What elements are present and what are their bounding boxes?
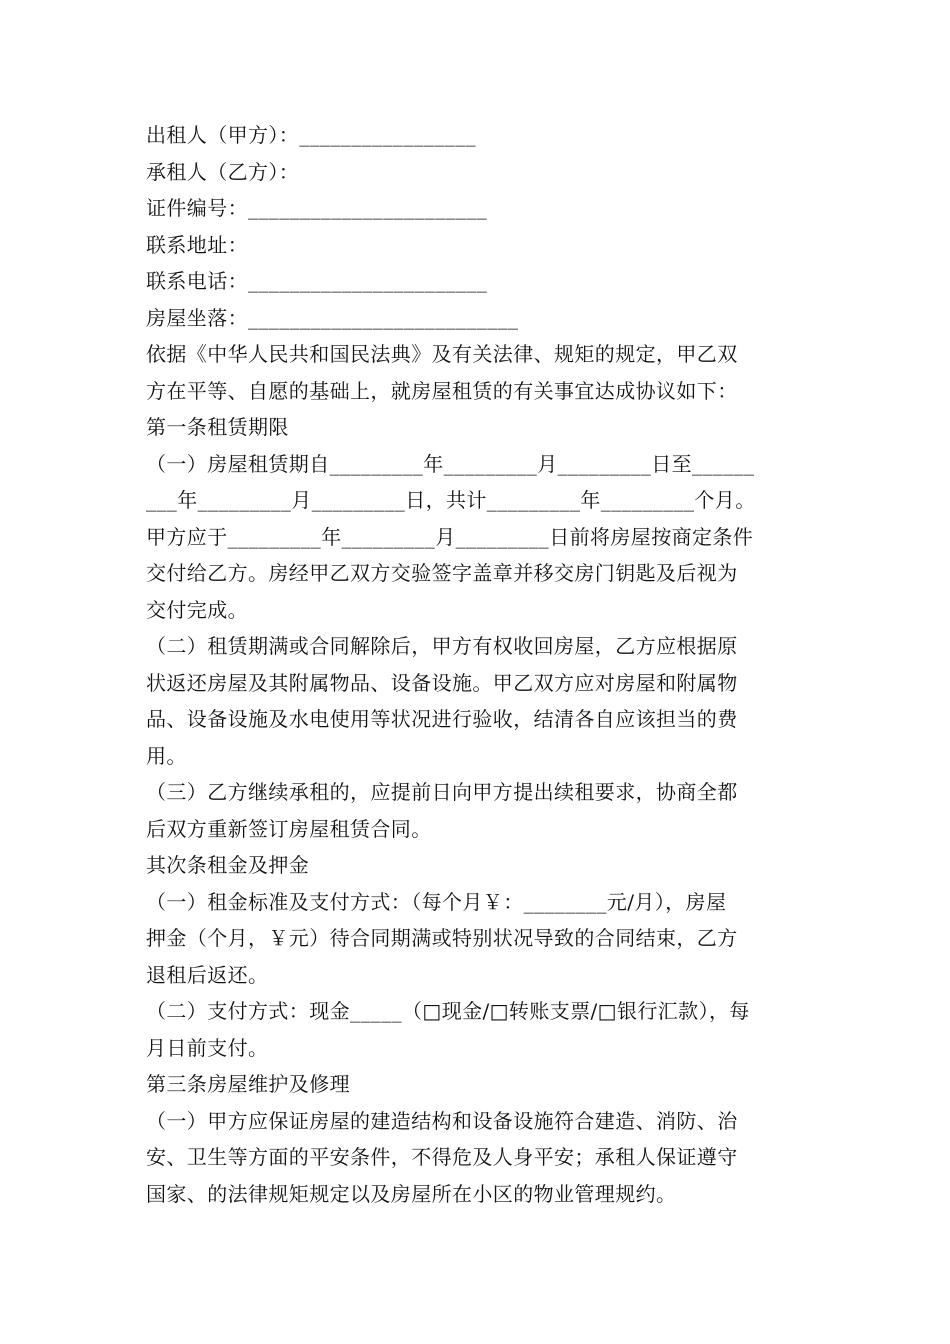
article-3-text: 安、卫生等方面的平安条件，不得危及人身平安；承租人保证遵守 <box>146 1145 738 1169</box>
preamble-line-1: 依据《中华人民共和国民法典》及有关法律、规矩的规定，甲乙双 <box>146 342 738 366</box>
article-2-text: 月日前支付。 <box>146 1035 269 1060</box>
article-3-text: （一）甲方应保证房屋的建造结构和设备设施符合建造、消防、治 <box>146 1108 738 1133</box>
article-3-heading: 第三条房屋维护及修理 <box>146 1072 350 1096</box>
article-1-text: （三）乙方继续承租的，应提前日向甲方提出续租要求，协商全都 <box>146 780 738 804</box>
article-1-text: 品、设备设施及水电使用等状况进行验收，结清各自应该担当的费 <box>146 707 738 731</box>
address-line: 联系地址： <box>146 232 248 257</box>
article-1-text: 状返还房屋及其附属物品、设备设施。甲乙双方应对房屋和附属物 <box>146 670 738 695</box>
lessor-line: 出租人（甲方）：_________________ <box>146 123 476 147</box>
preamble-line-2: 方在平等、自愿的基础上，就房屋租赁的有关事宜达成协议如下： <box>146 378 738 403</box>
article-1-text: 交付完成。 <box>146 597 248 622</box>
article-1-text: 甲方应于_________年_________月_________日前将房屋按商定条件 <box>146 524 754 549</box>
id-number-line: 证件编号：_______________________ <box>146 196 488 220</box>
document-body <box>146 117 806 1212</box>
article-2-heading: 其次条租金及押金 <box>146 853 310 877</box>
article-1-text: （一）房屋租赁期自_________年_________月_________日至______ <box>146 451 755 476</box>
article-3-text: 国家、的法律规矩规定以及房屋所在小区的物业管理规约。 <box>146 1181 677 1206</box>
article-1-text: （二）租赁期满或合同解除后，甲方有权收回房屋，乙方应根据原 <box>146 634 738 658</box>
article-2-text: （一）租金标准及支付方式：（每个月￥：________元/月），房屋 <box>146 889 727 914</box>
article-2-text: 退租后返还。 <box>146 962 269 987</box>
phone-line: 联系电话：_______________________ <box>146 269 488 293</box>
article-1-text: 后双方重新签订房屋租赁合同。 <box>146 816 432 841</box>
article-1-text: 交付给乙方。房经甲乙双方交验签字盖章并移交房门钥匙及后视为 <box>146 561 738 585</box>
article-2-text: 押金（个月，￥元）待合同期满或特别状况导致的合同结束，乙方 <box>146 926 738 950</box>
lessee-line: 承租人（乙方）： <box>146 159 300 184</box>
article-2-text: （二）支付方式：现金_____（□现金/□转账支票/□银行汇款），每 <box>146 999 750 1023</box>
property-location-line: 房屋坐落：__________________________ <box>146 305 519 330</box>
article-1-text: 用。 <box>146 743 187 768</box>
article-1-heading: 第一条租赁期限 <box>146 415 289 439</box>
article-1-text: ___年_________月_________日，共计_________年_________个月。 <box>146 488 756 512</box>
